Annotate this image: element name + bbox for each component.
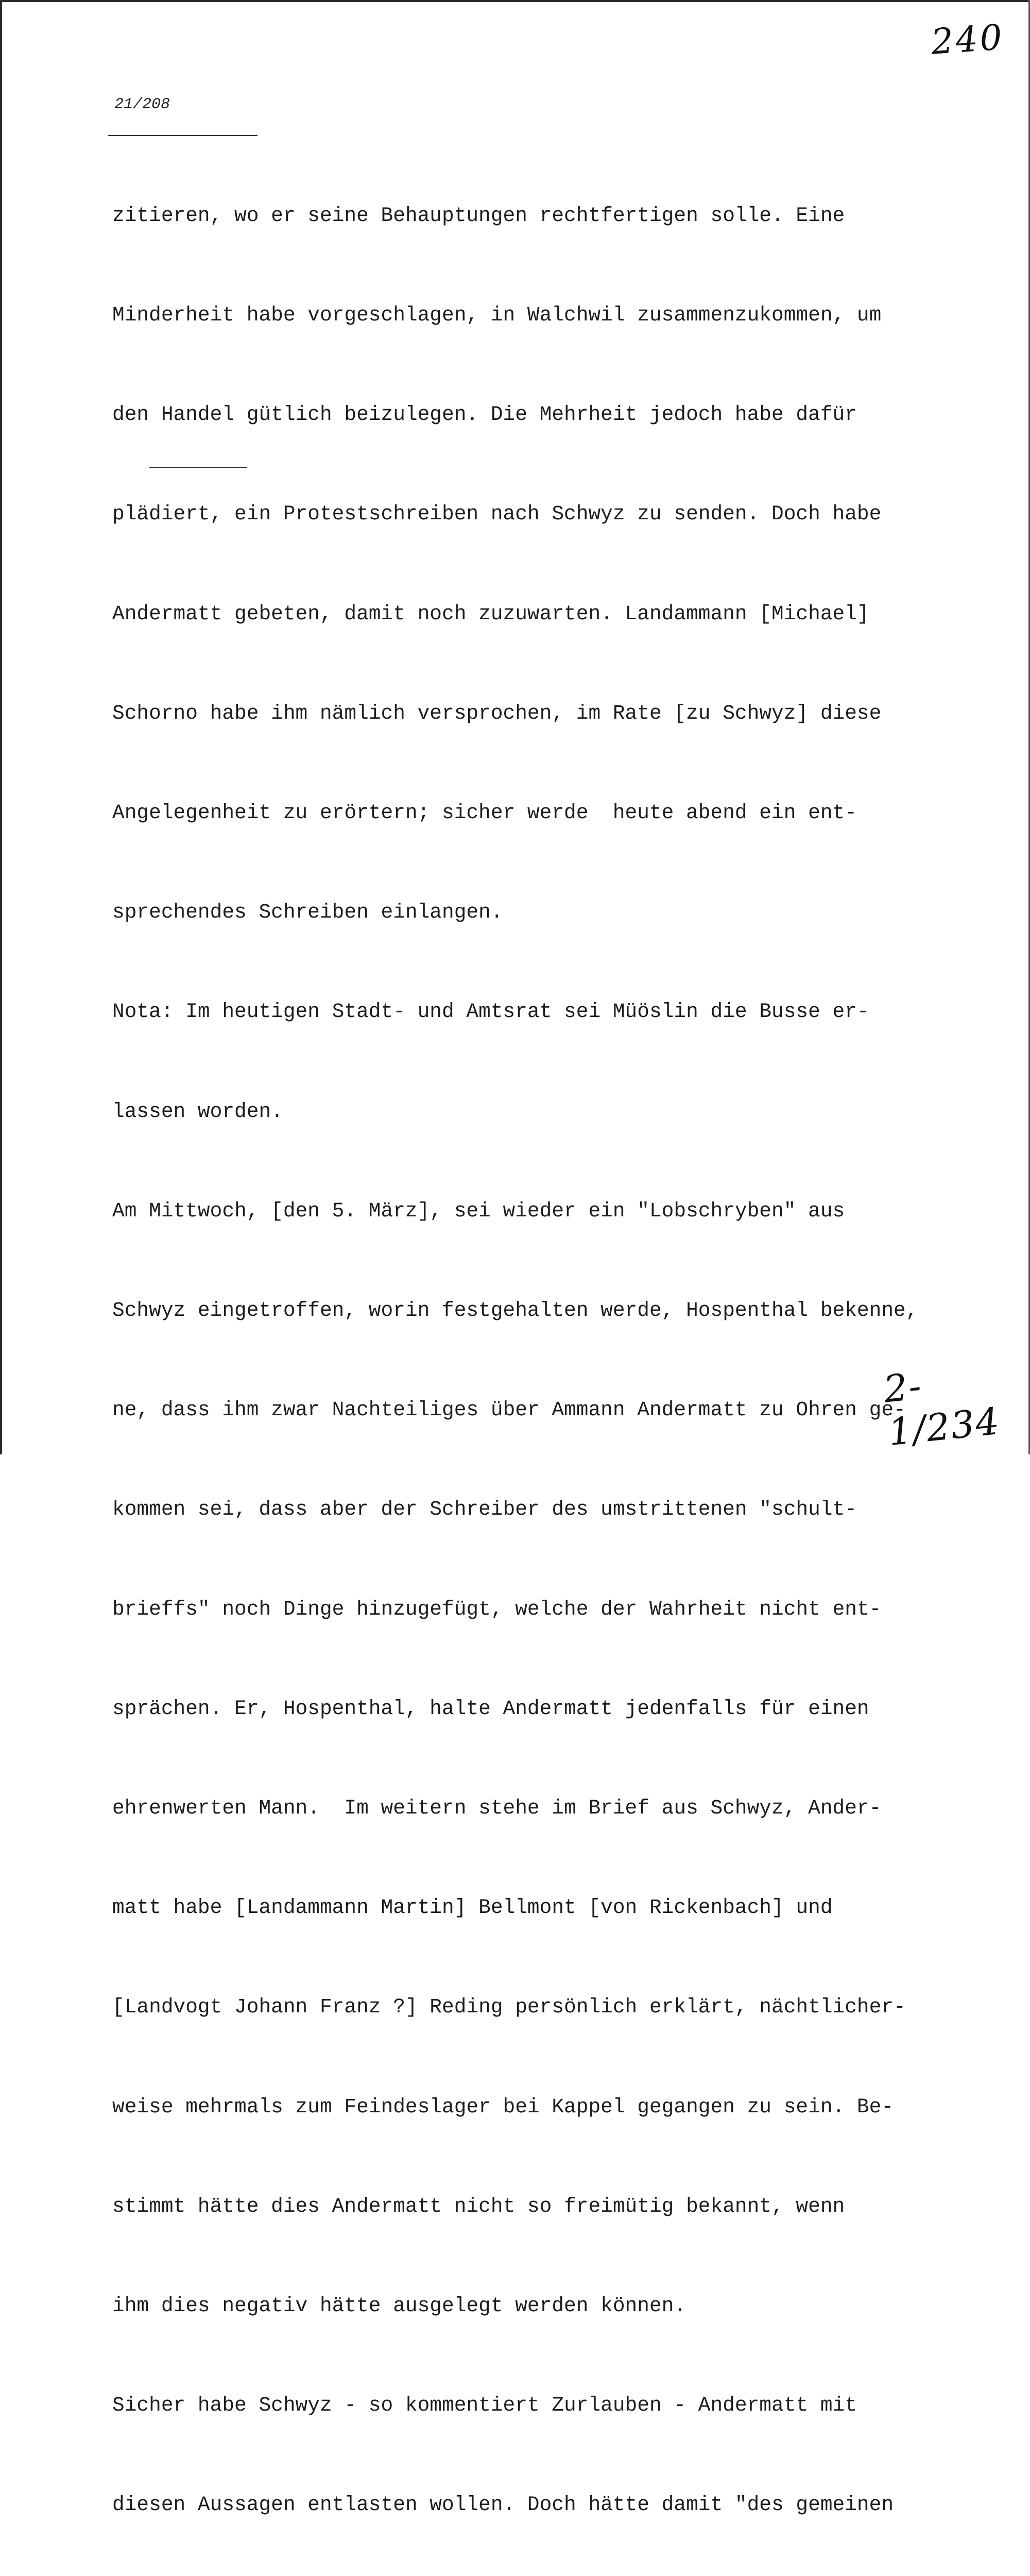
text-line: ehrenwerten Mann. Im weitern stehe im Brief aus Schwyz, Ander- [112,1797,882,1820]
document-body [112,133,988,2576]
text-line: stimmt hätte dies Andermatt nicht so freimütig bekannt, wenn [112,2194,845,2218]
text-line: Angelegenheit zu erörtern; sicher werde heute abend ein ent- [112,801,857,825]
text-line: brieffs" noch Dinge hinzugefügt, welche der Wahrheit nicht ent- [112,1597,882,1621]
text-line: ihm dies negativ hätte ausgelegt werden können. [112,2294,686,2318]
text-line: den Handel gütlich beizulegen. Die Mehrheit jedoch habe dafür [112,403,857,427]
text-line: Nota: Im heutigen Stadt- und Amtsrat sei Müöslin die Busse er- [112,1000,869,1024]
text-line: diesen Aussagen entlasten wollen. Doch hätte damit "des gemeinen [112,2493,894,2517]
text-line: [Landvogt Johann Franz ?] Reding persönlich erklärt, nächtlicher- [112,1995,906,2019]
text-line: Schorno habe ihm nämlich versprochen, im Rate [zu Schwyz] diese [112,701,882,725]
text-line: Minderheit habe vorgeschlagen, in Walchwil zusammenzukommen, um [112,303,882,327]
text-line: weise mehrmals zum Feindeslager bei Kappel gegangen zu sein. Be- [112,2095,894,2119]
text-line: matt habe [Landammann Martin] Bellmont [von Rickenbach] und [112,1896,833,1920]
text-line: Am Mittwoch, [den 5. März], sei wieder ein "Lobschryben" aus [112,1199,845,1223]
text-line: zitieren, wo er seine Behauptungen rechtfertigen solle. Eine [112,204,845,227]
handwritten-page-number: 240 [930,17,1006,63]
text-line: Sicher habe Schwyz - so kommentiert Zurlauben - Andermatt mit [112,2394,857,2417]
text-line: Schwyz eingetroffen, worin festgehalten werde, Hospenthal bekenne, [112,1299,918,1323]
handwritten-reference: 2-1/234 [881,1364,1002,1454]
page-edge-top [0,0,1030,2]
text-line: Andermatt gebeten, damit noch zuzuwarten. Landammann [Michael] [112,602,869,625]
text-line: sprächen. Er, Hospenthal, halte Andermatt jedenfalls für einen [112,1697,869,1720]
text-line: lassen worden. [112,1099,283,1123]
folio-number: 21/208 [114,96,170,113]
text-line: plädiert, ein Protestschreiben nach Schwyz zu senden. Doch habe [112,502,882,526]
text-line: sprechendes Schreiben einlangen. [112,901,503,924]
text-line: kommen sei, dass aber der Schreiber des umstrittenen "schult- [112,1498,857,1521]
text-line: ne, dass ihm zwar Nachteiliges über Ammann Andermatt zu Ohren ge- [112,1398,906,1422]
page-edge-left [0,0,2,1454]
